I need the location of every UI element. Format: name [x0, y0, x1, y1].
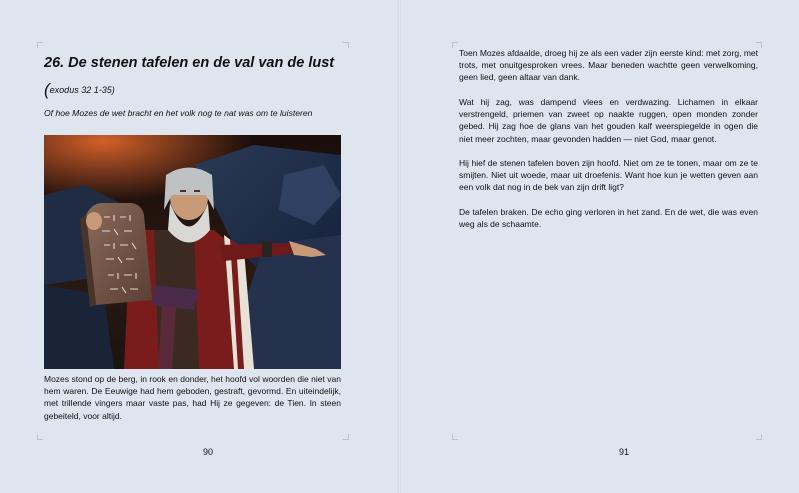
page-number-left: 90: [202, 447, 213, 457]
scripture-reference: [44, 80, 115, 100]
reference-text: exodus 32 1-35): [49, 85, 115, 95]
reference-paren: (: [44, 80, 50, 99]
body-paragraph: Wat hij zag, was dampend vlees en verdwazing. Lichamen in elkaar verstrengeld, priemen van zweet op naakte ruggen, open monden zonder gebed. Hij zag hoe de glans van het gouden kalf weerspiegelde in ogen die niet meer zochten, maar gevonden hadden — niet God, maar genot.: [459, 97, 758, 144]
chapter-tagline: Of hoe Mozes de wet bracht en het volk nog te nat was om te luisteren: [44, 108, 313, 118]
illustration-caption-paragraph: Mozes stond op de berg, in rook en donder, het hoofd vol woorden die niet van hem waren. De Eeuwige had hem geboden, gestraft, gevormd. En uiteindelijk, met trillende vingers maar vaste pas, had Hij ze gegeven: de Tien. In steen gebeiteld, voor altijd.: [44, 374, 341, 421]
page-number-right: 91: [618, 447, 629, 457]
crop-mark: [37, 42, 43, 48]
body-paragraph: Toen Mozes afdaalde, droeg hij ze als een vader zijn eerste kind: met zorg, met trots, met onuitgesproken vrees. Maar beneden wachtte geen verwelkoming, geen lied, geen altaar van dank.: [459, 48, 758, 83]
crop-mark: [37, 434, 43, 440]
body-paragraph: De tafelen braken. De echo ging verloren in het zand. En de wet, die was even weg als de schaamte.: [459, 207, 758, 230]
crop-mark: [756, 434, 762, 440]
crop-mark: [343, 434, 349, 440]
crop-mark: [452, 434, 458, 440]
moses-illustration: [44, 135, 341, 369]
body-paragraph: Hij hief de stenen tafelen boven zijn hoofd. Niet om ze te tonen, maar om ze te smijten. Niet uit woede, maar uit droefenis. Want hoe kun je wetten geven aan een volk dat nog in de bek van zijn drift ligt?: [459, 158, 758, 193]
chapter-title: 26. De stenen tafelen en de val van de lust: [44, 55, 335, 71]
crop-mark: [452, 42, 458, 48]
crop-mark: [343, 42, 349, 48]
